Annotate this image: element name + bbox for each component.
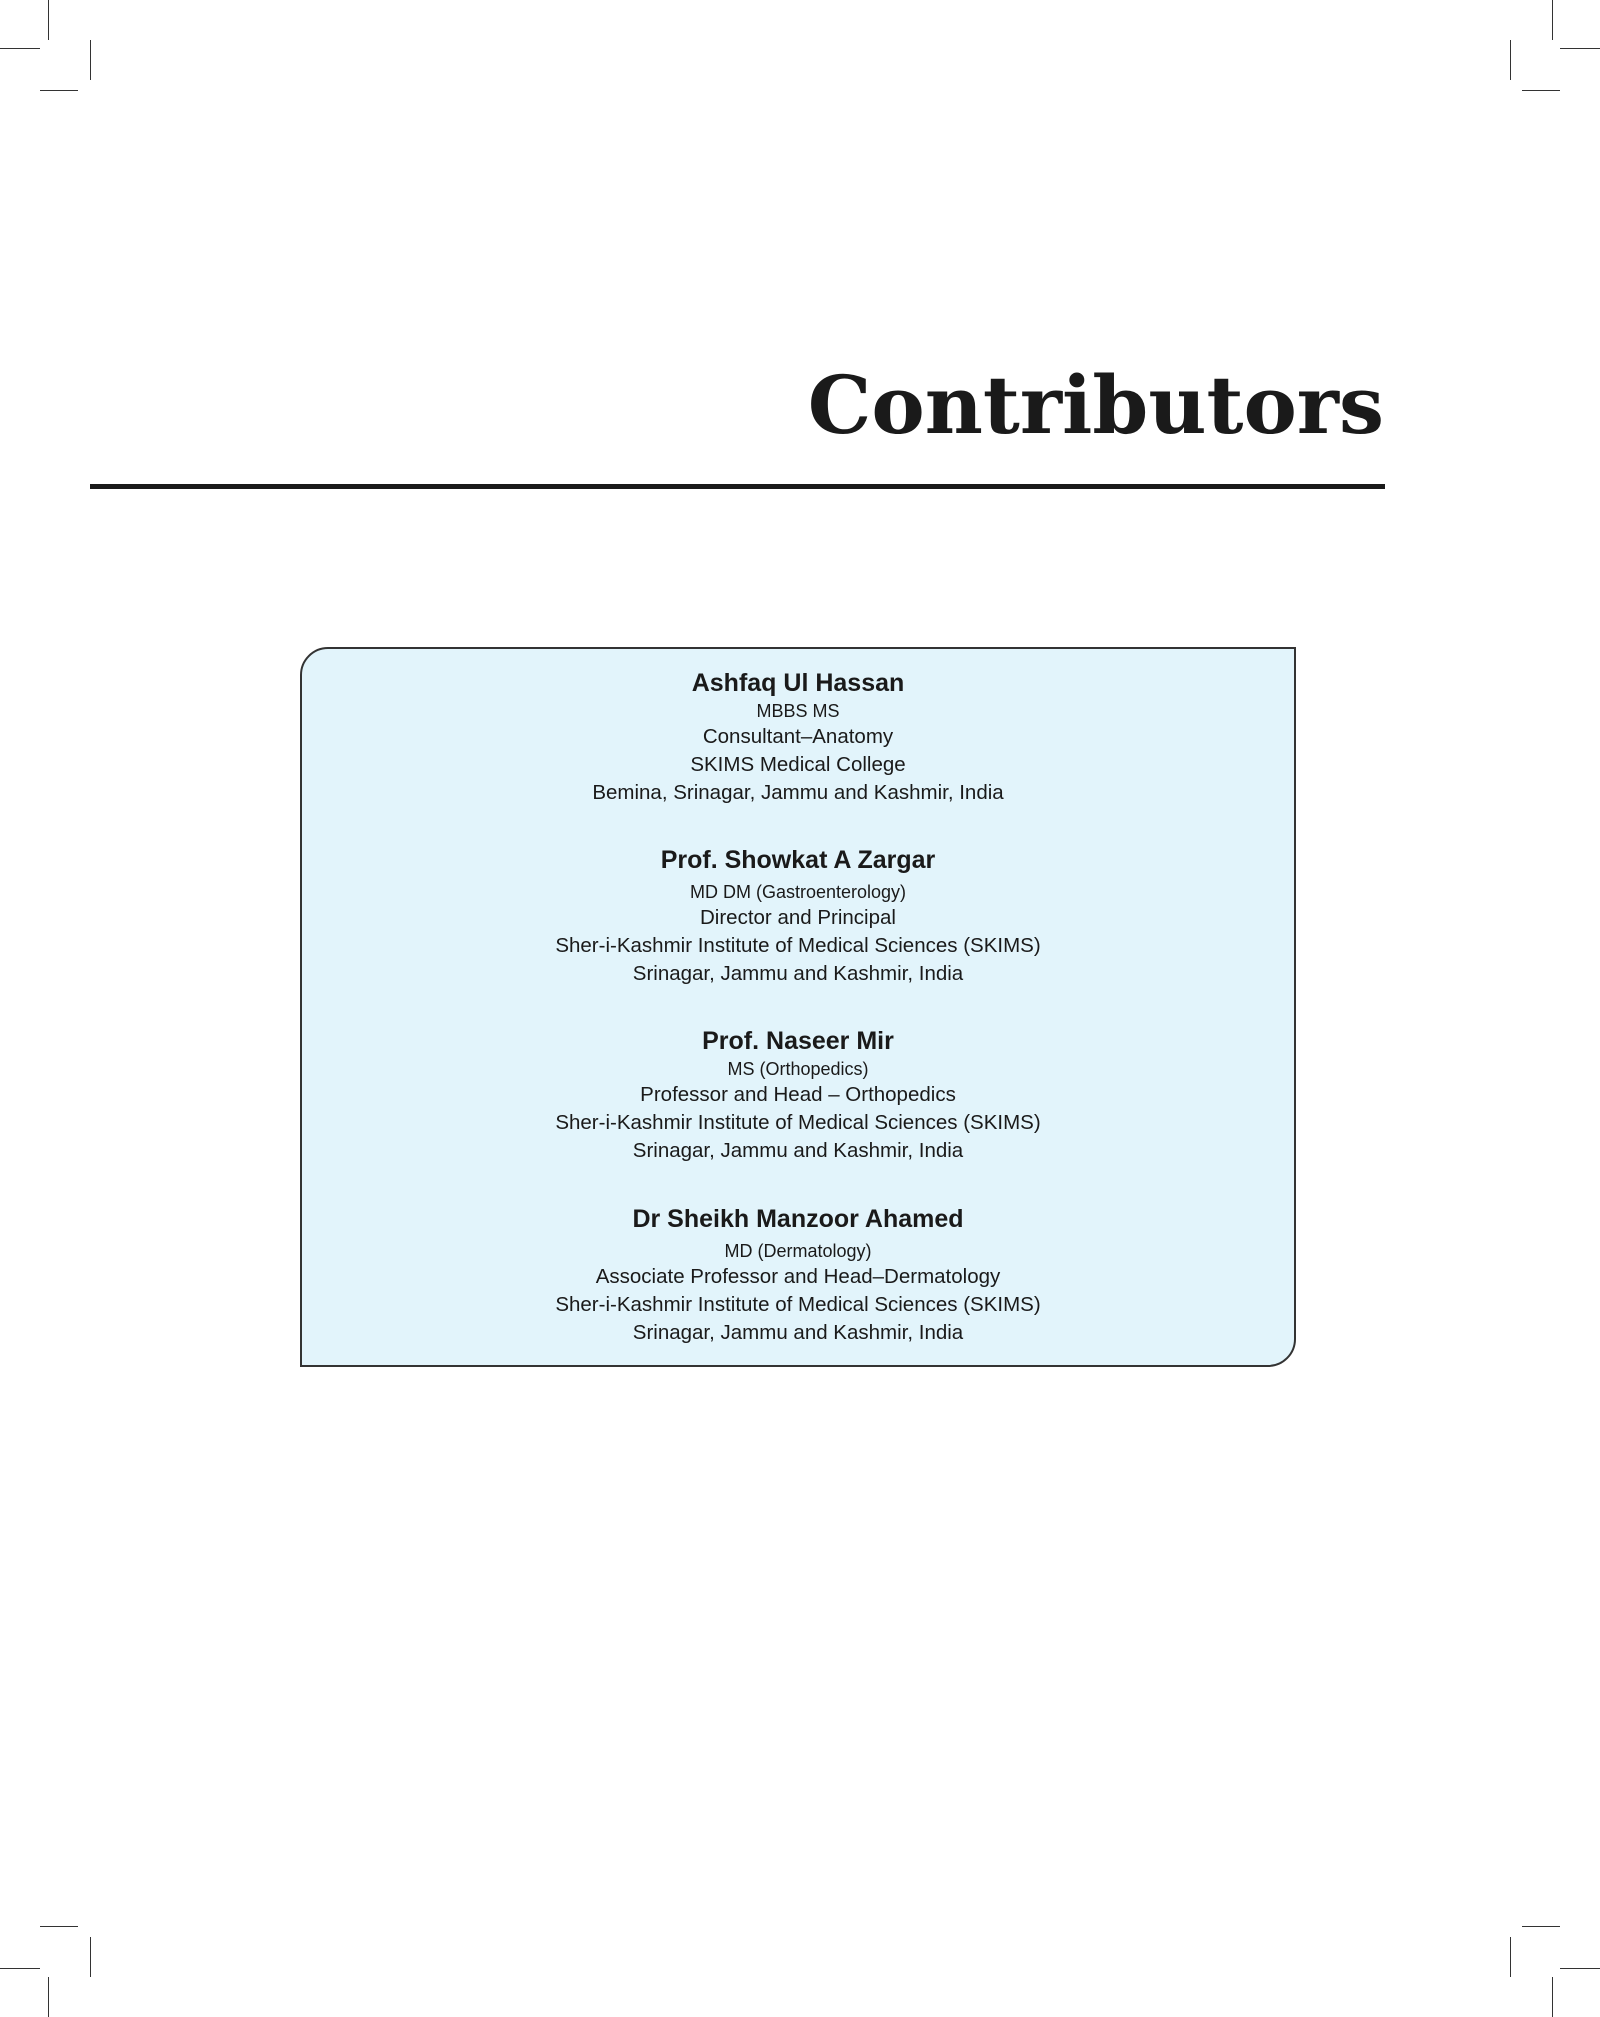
contributor-entry: [302, 1025, 1294, 1165]
contributor-entry: [302, 1203, 1294, 1347]
contributors-box: [300, 647, 1296, 1367]
crop-mark: [0, 48, 40, 49]
contributor-institution: Sher-i-Kashmir Institute of Medical Sciences (SKIMS): [555, 1293, 1041, 1316]
contributor-name: Dr Sheikh Manzoor Ahamed: [632, 1205, 964, 1233]
contributor-name: Prof. Naseer Mir: [702, 1027, 894, 1055]
contributor-degree: MD (Dermatology): [724, 1241, 872, 1261]
contributor-degree: MS (Orthopedics): [727, 1059, 869, 1079]
contributor-position: Associate Professor and Head–Dermatology: [595, 1265, 1001, 1288]
contributor-location: Srinagar, Jammu and Kashmir, India: [632, 1321, 964, 1344]
crop-mark: [1552, 0, 1553, 40]
crop-mark: [40, 1926, 78, 1927]
crop-mark: [1510, 40, 1511, 80]
crop-mark: [90, 1937, 91, 1977]
contributor-position: Director and Principal: [700, 906, 896, 929]
crop-mark: [48, 0, 49, 40]
contributor-entry: [302, 844, 1294, 988]
contributor-position: Consultant–Anatomy: [702, 725, 894, 748]
page-title: Contributors: [807, 358, 1384, 452]
contributor-location: Srinagar, Jammu and Kashmir, India: [632, 962, 964, 985]
contributor-position: Professor and Head – Orthopedics: [640, 1083, 956, 1106]
crop-mark: [1522, 90, 1560, 91]
contributor-name: Ashfaq Ul Hassan: [691, 669, 905, 697]
crop-mark: [1552, 1977, 1553, 2017]
crop-mark: [1522, 1926, 1560, 1927]
crop-mark: [48, 1977, 49, 2017]
contributor-degree: MD DM (Gastroenterology): [689, 882, 907, 902]
contributor-institution: SKIMS Medical College: [690, 753, 906, 776]
contributor-institution: Sher-i-Kashmir Institute of Medical Sciences (SKIMS): [555, 1111, 1041, 1134]
contributor-location: Bemina, Srinagar, Jammu and Kashmir, India: [592, 781, 1004, 804]
title-rule: [90, 484, 1385, 489]
contributor-location: Srinagar, Jammu and Kashmir, India: [632, 1139, 964, 1162]
crop-mark: [90, 40, 91, 80]
contributor-name: Prof. Showkat A Zargar: [660, 846, 936, 874]
contributor-entry: [302, 667, 1294, 807]
contributor-degree: MBBS MS: [756, 701, 840, 721]
crop-mark: [1510, 1937, 1511, 1977]
contributor-institution: Sher-i-Kashmir Institute of Medical Sciences (SKIMS): [555, 934, 1041, 957]
crop-mark: [1560, 48, 1600, 49]
crop-mark: [0, 1968, 40, 1969]
crop-mark: [40, 90, 78, 91]
crop-mark: [1560, 1968, 1600, 1969]
